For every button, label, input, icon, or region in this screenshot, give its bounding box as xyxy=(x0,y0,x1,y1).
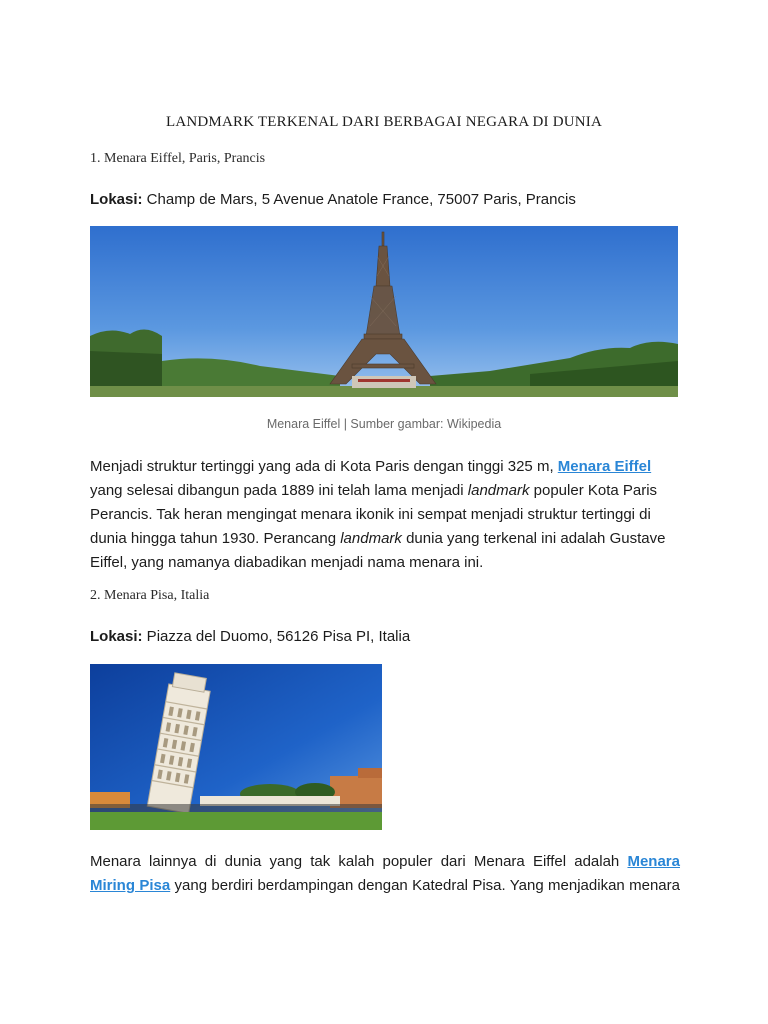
paragraph-line: Eiffel, yang namanya diabadikan menjadi nama menara ini. xyxy=(90,554,484,571)
text-run: dunia hingga tahun 1930. Perancang xyxy=(90,530,341,547)
location-label: Lokasi: xyxy=(90,628,143,645)
eiffel-tower-photo xyxy=(90,226,678,397)
location-label: Lokasi: xyxy=(90,191,143,208)
location-value: Champ de Mars, 5 Avenue Anatole France, 75007 Paris, Prancis xyxy=(142,191,576,208)
location-pisa xyxy=(90,628,410,645)
paragraph-line xyxy=(90,850,680,874)
text-run: populer Kota Paris xyxy=(529,482,658,499)
image-caption: Menara Eiffel | Sumber gambar: Wikipedia xyxy=(266,417,502,431)
text-run: Menara lainnya di dunia yang tak kalah populer dari Menara Eiffel adalah xyxy=(90,853,628,870)
text-run: dunia yang terkenal ini adalah Gustave xyxy=(401,530,666,547)
paragraph-line xyxy=(90,455,680,479)
location-eiffel xyxy=(90,191,576,208)
section-heading-pisa: 2. Menara Pisa, Italia xyxy=(90,588,210,603)
paragraph-line xyxy=(90,874,680,898)
text-run: Menjadi struktur tertinggi yang ada di Kota Paris dengan tinggi 325 m, xyxy=(90,458,558,475)
text-run: yang selesai dibangun pada 1889 ini telah lama menjadi xyxy=(90,482,468,499)
text-run: yang berdiri berdampingan dengan Katedral Pisa. Yang menjadikan menara xyxy=(170,877,680,894)
menara-miring-pisa-link-part2[interactable]: Miring Pisa xyxy=(90,877,171,894)
menara-eiffel-link[interactable]: Menara Eiffel xyxy=(557,458,652,475)
document-title: LANDMARK TERKENAL DARI BERBAGAI NEGARA DI DUNIA xyxy=(165,114,603,130)
paragraph-line xyxy=(90,479,680,503)
emphasis-text: landmark xyxy=(467,482,530,499)
paragraph-eiffel xyxy=(90,455,680,575)
pisa-tower-photo xyxy=(90,664,382,830)
emphasis-text: landmark xyxy=(340,530,402,547)
location-value: Piazza del Duomo, 56126 Pisa PI, Italia xyxy=(142,628,411,645)
paragraph-pisa xyxy=(90,850,680,898)
section-heading-eiffel: 1. Menara Eiffel, Paris, Prancis xyxy=(90,151,266,166)
paragraph-line: Perancis. Tak heran mengingat menara ikonik ini sempat menjadi struktur tertinggi di xyxy=(90,506,651,523)
menara-miring-pisa-link-part1[interactable]: Menara xyxy=(627,853,680,870)
paragraph-line xyxy=(90,527,680,551)
